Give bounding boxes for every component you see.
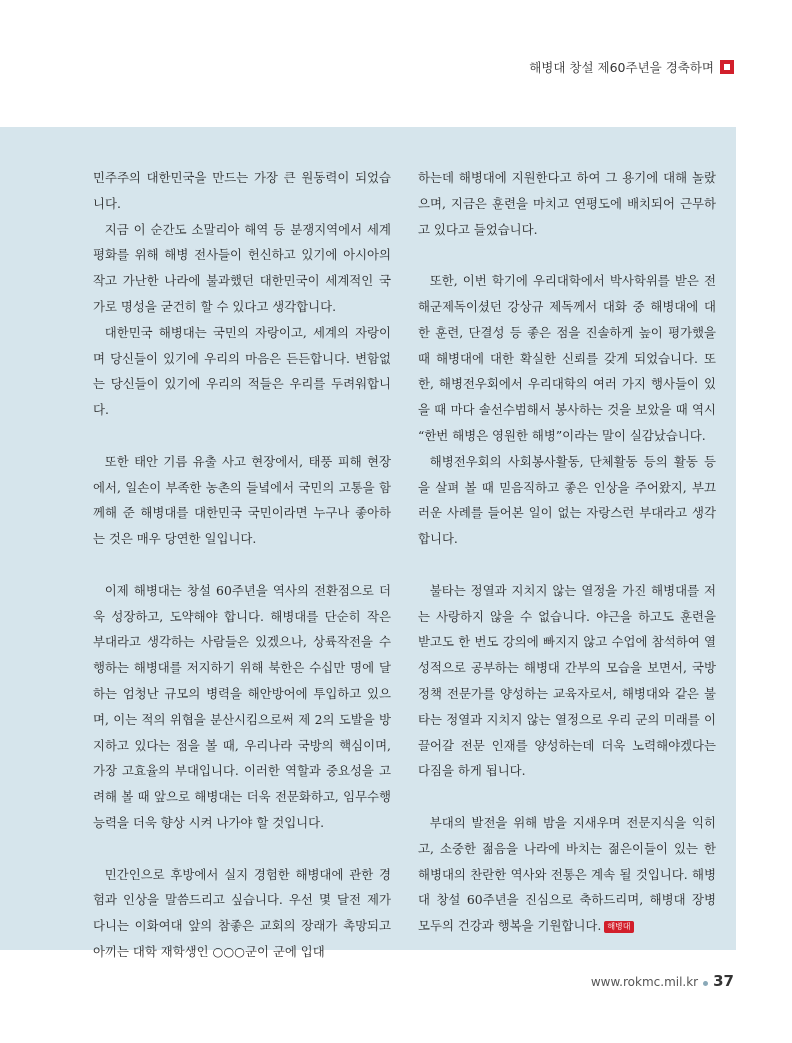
paragraph: 대한민국 해병대는 국민의 자랑이고, 세계의 자랑이며 당신들이 있기에 우리의 마음은 든든합니다. 변함없는 당신들이 있기에 우리의 적들은 우리를 두려워합니다. xyxy=(93,324,391,418)
paragraph: 하는데 해병대에 지원한다고 하여 그 용기에 대해 놀랐으며, 지금은 훈련을 마치고 연평도에 배치되어 근무하고 있다고 들었습니다. xyxy=(418,170,716,237)
paragraph: 이제 해병대는 창설 60주년을 역사의 전환점으로 더욱 성장하고, 도약해야 합니다. 해병대를 단순히 작은 부대라고 생각하는 사람들은 있겠으나, 상륙작전을 수행하는 해병대를 저지하기 위해 북한은 수십만 명에 달하는 엄청난 규모의 병력을 해안방어에 투입하고 있으며, 이는 적의 위협을 분산시킴으로써 제 2의 도발을 방지하고 있다는 점을 볼 때, 우리나라 국방의 핵심이며, 가장 고효율의 부대입니다. 이러한 역할과 중요성을 고려해 볼 때 앞으로 해병대는 더욱 전문화하고, 임무수행 능력을 더욱 향상 시켜 나가야 할 것입니다. xyxy=(93,582,391,830)
square-marker-icon xyxy=(720,60,734,74)
paragraph: 지금 이 순간도 소말리아 해역 등 분쟁지역에서 세계평화를 위해 해병 전사들이 헌신하고 있기에 아시아의 작고 가난한 나라에 불과했던 대한민국이 세계적인 국가로 명성을 굳건히 할 수 있다고 생각합니다. xyxy=(93,221,391,314)
bullet-dot-icon xyxy=(703,981,708,986)
header-title: 해병대 창설 제60주년을 경축하며 xyxy=(529,60,714,75)
paragraph: 민주주의 대한민국을 만드는 가장 큰 원동력이 되었습니다. xyxy=(93,170,391,211)
closing-text: 부대의 발전을 위해 밤을 지새우며 전문지식을 익히고, 소중한 젊음을 나라에 바치는 젊은이들이 있는 한 해병대의 찬란한 역사와 전통은 계속 될 것입니다. 해병대 창설 60주년을 진심으로 축하드리며, 해병대 장병 모두의 건강과 행복을 기원합니다. xyxy=(418,814,716,934)
paragraph: 해병전우회의 사회봉사활동, 단체활동 등의 활동 등을 살펴 볼 때 믿음직하고 좋은 인상을 주어왔지, 부끄러운 사례를 들어본 일이 없는 자랑스런 부대라고 생각합니다. xyxy=(418,453,716,547)
paragraph: 또한, 이번 학기에 우리대학에서 박사학위를 받은 전 해군제독이셨던 강상규 제독께서 대화 중 해병대에 대한 훈련, 단결성 등 좋은 점을 진솔하게 높이 평가했을 때 해병대에 대한 확실한 신뢰를 갖게 되었습니다. 또한, 해병전우회에서 우리대학의 여러 가지 행사들이 있을 때 마다 솔선수범해서 봉사하는 것을 보았을 때 역시 “한번 해병은 영원한 해병”이라는 말이 실감났습니다. xyxy=(418,273,716,443)
paragraph: 또한 태안 기름 유출 사고 현장에서, 태풍 피해 현장에서, 일손이 부족한 농촌의 들녘에서 국민의 고통을 함께해 준 해병대를 대한민국 국민이라면 누구나 좋아하는 것은 매우 당연한 일입니다. xyxy=(93,453,391,547)
running-header xyxy=(529,58,734,76)
closing-paragraph xyxy=(418,810,716,939)
page-footer xyxy=(591,972,734,990)
end-mark-badge: 해병대 xyxy=(604,921,633,933)
left-column xyxy=(93,165,391,965)
paragraph: 민간인으로 후방에서 실지 경험한 해병대에 관한 경험과 인상을 말씀드리고 싶습니다. 우선 몇 달전 제가 다니는 이화여대 앞의 참좋은 교회의 장래가 촉망되고 아끼는 대학 재학생인 ○○○군이 군에 입대 xyxy=(93,866,391,959)
paragraph: 불타는 정열과 지치지 않는 열정을 가진 해병대를 저는 사랑하지 않을 수 없습니다. 야근을 하고도 훈련을 받고도 한 번도 강의에 빠지지 않고 수업에 참석하여 열성적으로 공부하는 해병대 간부의 모습을 보면서, 국방정책 전문가를 양성하는 교육자로서, 해병대와 같은 불타는 정열과 지치지 않는 열정으로 우리 군의 미래를 이끌어갈 전문 인재를 양성하는데 더욱 노력해야겠다는 다짐을 하게 됩니다. xyxy=(418,582,716,779)
article-panel xyxy=(0,127,736,959)
footer-url: www.rokmc.mil.kr xyxy=(590,975,699,989)
right-column xyxy=(418,165,716,939)
page-number: 37 xyxy=(713,972,734,990)
